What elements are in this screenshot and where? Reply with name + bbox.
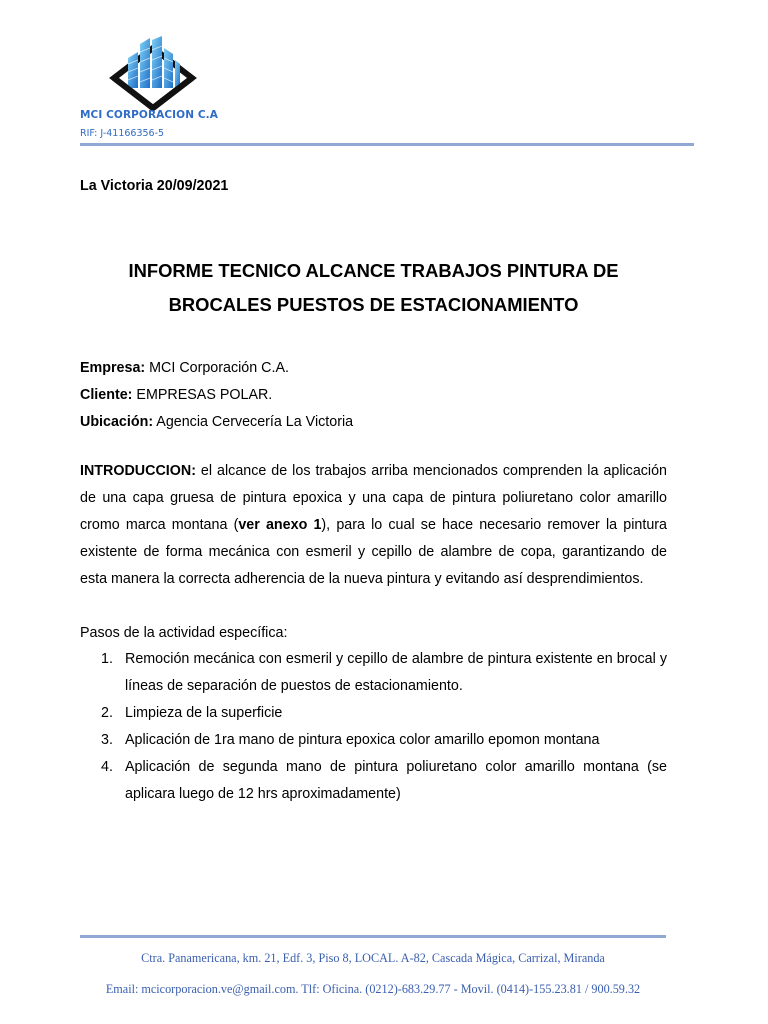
step-text: Aplicación de segunda mano de pintura poliuretano color amarillo montana (se aplicara luego de 12 hrs aproximadamente) — [125, 759, 667, 802]
intro-label: INTRODUCCION: — [80, 463, 196, 479]
footer-address: Ctra. Panamericana, km. 21, Edf. 3, Piso 8, LOCAL. A-82, Cascada Mágica, Carrizal, Miranda — [141, 951, 605, 965]
introduction-paragraph — [80, 458, 667, 593]
footer-divider — [80, 935, 666, 938]
list-item — [80, 754, 667, 808]
info-value: MCI Corporación C.A. — [145, 360, 289, 376]
steps-list — [80, 646, 667, 808]
intro-text-before: el alcance de los trabajos arriba mencionados comprenden la aplicación de una capa gruesa de pintura epoxica y una capa de pintura poliuretano color amarillo cromo marca montana ( — [80, 463, 667, 533]
footer-contact: Email: mcicorporacion.ve@gmail.com. Tlf: Oficina. (0212)-683.29.77 - Movil. (0414)-155.23.81 / 900.59.32 — [105, 982, 641, 996]
steps-heading: Pasos de la actividad específica: — [80, 625, 288, 641]
title-line-1: INFORME TECNICO ALCANCE TRABAJOS PINTURA DE — [128, 260, 619, 281]
info-cliente — [80, 382, 353, 409]
annex-reference: ver anexo 1 — [238, 517, 322, 533]
info-label: Empresa: — [80, 360, 146, 376]
document-title — [80, 254, 667, 322]
step-number: 1. — [101, 651, 113, 667]
info-value: Agencia Cervecería La Victoria — [153, 414, 354, 430]
list-item — [80, 646, 667, 700]
title-line-2: BROCALES PUESTOS DE ESTACIONAMIENTO — [168, 294, 579, 315]
list-item — [80, 700, 667, 727]
list-item — [80, 727, 667, 754]
header-divider — [80, 143, 694, 146]
info-empresa — [80, 355, 353, 382]
step-text: Limpieza de la superficie — [125, 705, 283, 721]
step-number: 2. — [101, 705, 113, 721]
info-value: EMPRESAS POLAR. — [132, 387, 273, 403]
intro-text-after: ), para lo cual se hace necesario remover la pintura existente de forma mecánica con esmeril y cepillo de alambre de copa, garantizando de esta manera la correcta adherencia de la nueva pintura y evitando así desprendimientos. — [80, 517, 667, 587]
info-ubicacion — [80, 409, 353, 436]
company-name: MCI CORPORACION C.A — [80, 109, 218, 121]
info-label: Ubicación: — [80, 414, 154, 430]
company-rif: RIF: J-41166356-5 — [80, 128, 165, 139]
document-date: La Victoria 20/09/2021 — [80, 178, 229, 194]
step-text: Remoción mecánica con esmeril y cepillo de alambre de pintura existente en brocal y líneas de separación de puestos de estacionamiento. — [125, 651, 667, 694]
info-block — [80, 355, 353, 436]
building-logo-icon — [80, 34, 225, 112]
step-text: Aplicación de 1ra mano de pintura epoxica color amarillo epomon montana — [125, 732, 600, 748]
step-number: 3. — [101, 732, 113, 748]
info-label: Cliente: — [80, 387, 133, 403]
step-number: 4. — [101, 759, 113, 775]
